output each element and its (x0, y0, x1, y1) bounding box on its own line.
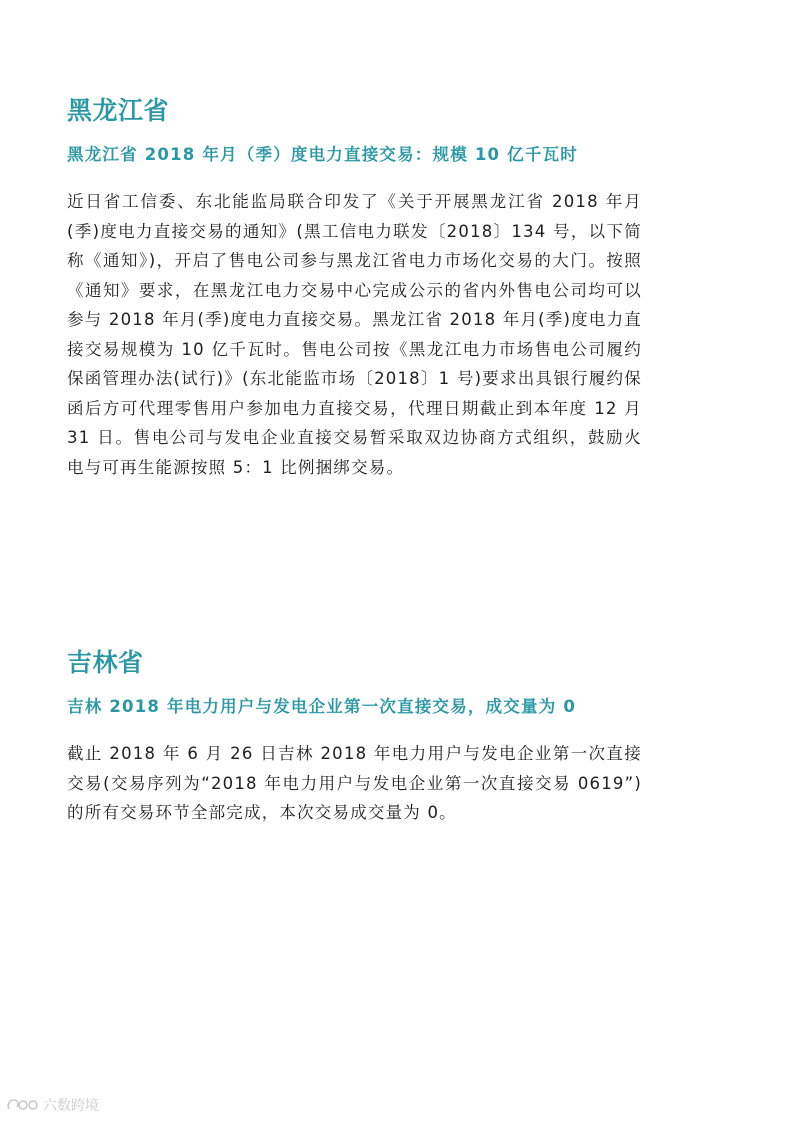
section-headline: 黑龙江省 2018 年月（季）度电力直接交易：规模 10 亿千瓦时 (67, 145, 578, 164)
watermark-text: 六数跨境 (43, 1098, 99, 1114)
section-body: 近日省工信委、东北能监局联合印发了《关于开展黑龙江省 2018 年月(季)度电力直接交易的通知》(黑工信电力联发〔2018〕134 号，以下简称《通知》)，开启了售电公司参与黑龙江省电力市场化交易的大门。按照《通知》要求，在黑龙江电力交易中心完成公示的省内外售电公司均可以参与 2018 年月(季)度电力直接交易。黑龙江省 2018 年月(季)度电力直接交易规模为 10 亿千瓦时。售电公司按《黑龙江电力市场售电公司履约保函管理办法(试行)》(东北能监市场〔2018〕1 号)要求出具银行履约保函后方可代理零售用户参加电力直接交易，代理日期截止到本年度 12 月 31 日。售电公司与发电企业直接交易暂采取双边协商方式组织，鼓励火电与可再生能源按照 5：1 比例捆绑交易。 (67, 192, 642, 477)
section-headline: 吉林 2018 年电力用户与发电企业第一次直接交易，成交量为 0 (67, 697, 577, 716)
province-title: 黑龙江省 (67, 96, 170, 125)
watermark (6, 1095, 99, 1115)
section-heilongjiang (67, 94, 642, 482)
section-body: 截止 2018 年 6 月 26 日吉林 2018 年电力用户与发电企业第一次直接交易(交易序列为“2018 年电力用户与发电企业第一次直接交易 0619”)的所有交易环节全部完成，本次交易成交量为 0。 (67, 744, 642, 822)
province-title: 吉林省 (67, 648, 144, 677)
section-jilin (67, 646, 642, 828)
brand-logo-icon (6, 1097, 40, 1113)
